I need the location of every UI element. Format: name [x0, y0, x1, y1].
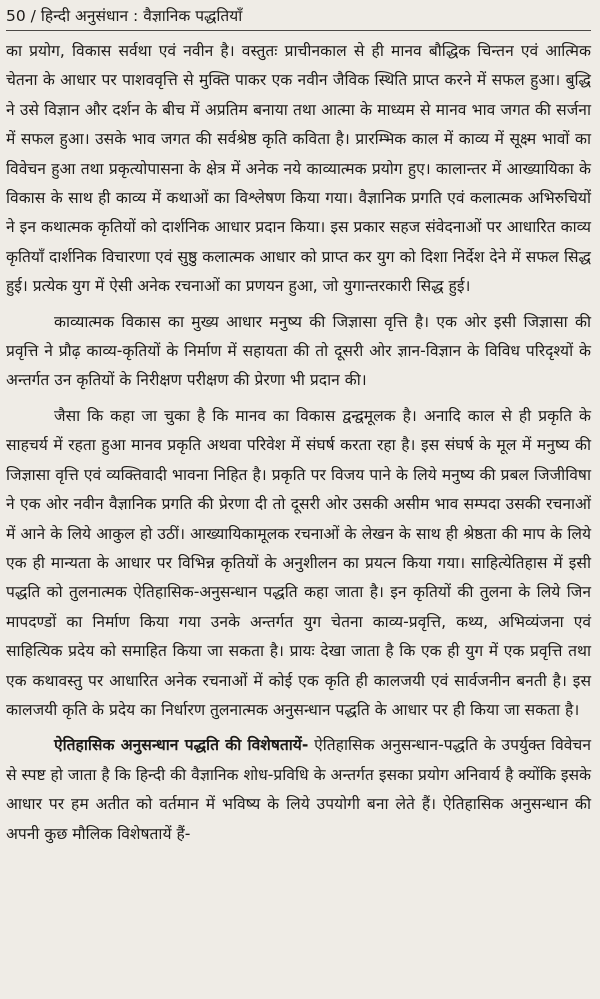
paragraph-3: जैसा कि कहा जा चुका है कि मानव का विकास द्वन्द्वमूलक है। अनादि काल से ही प्रकृति के साहचर्य में रहता हुआ मानव प्रकृति अथवा परिवेश में संघर्ष करता रहा है। इस संघर्ष के मूल में मनुष्य की जिज्ञासा वृत्ति एवं व्यक्तिवादी भावना निहित है। प्रकृति पर विजय पाने के लिये मनुष्य की प्रबल जिजीविषा ने एक ओर नवीन वैज्ञानिक प्रगति की प्रेरणा दी तो दूसरी ओर उसकी असीम भाव सम्पदा उसकी रचनाओं में आने के लिये आकुल हो उठीं। आख्यायिकामूलक रचनाओं के लेखन के साथ ही श्रेष्ठता की माप के लिये एक ही मान्यता के आधार पर विभिन्न कृतियों के अनुशीलन का प्रयत्न किया गया। साहित्येतिहास में इसी पद्धति को तुलनात्मक ऐतिहासिक-अनुसन्धान पद्धति कहा जाता है। इन कृतियों की तुलना के लिये जिन मापदण्डों का निर्माण किया गया उनके अन्तर्गत युग चेतना काव्य-प्रवृत्ति, कथ्य, अभिव्यंजना एवं साहित्यिक प्रदेय को समाहित किया जा सकता है। प्रायः देखा जाता है कि एक ही युग में एक प्रवृत्ति तथा एक कथावस्तु पर आधारित अनेक रचनाओं में कोई एक कृति ही कालजयी एवं सार्वजनीन बनती है। इस कालजयी कृति के प्रदेय का निर्धारण तुलनात्मक अनुसन्धान पद्धति के आधार पर ही किया जा सकता है। — [6, 406, 591, 719]
running-title: हिन्दी अनुसंधान : वैज्ञानिक पद्धतियाँ — [40, 7, 243, 25]
paragraph-1: का प्रयोग, विकास सर्वथा एवं नवीन है। वस्तुतः प्राचीनकाल से ही मानव बौद्धिक चिन्तन एवं आत्मिक चेतना के आधार पर पाशववृत्ति से मुक्ति पाकर एक नवीन जैविक स्थिति प्राप्त करने में सफल हुआ। बुद्धि ने उसे विज्ञान और दर्शन के बीच में अप्रतिम बनाया तथा आत्मा के माध्यम से मानव भाव जगत की सर्जना में सफल हुआ। उसके भाव जगत की सर्वश्रेष्ठ कृति कविता है। प्रारम्भिक काल में काव्य में सूक्ष्म भावों का विवेचन हुआ तथा प्रकृत्योपासना के क्षेत्र में अनेक नये काव्यात्मक प्रयोग हुए। कालान्तर में आख्यायिका के विकास के साथ ही काव्य में कथाओं का विश्लेषण किया गया। वैज्ञानिक प्रगति एवं कलात्मक अभिरुचियों ने इन कथात्मक कृतियों को दार्शनिक आधार प्रदान किया। इस प्रकार सहज संवेदनाओं पर आधारित काव्य कृतियाँ दार्शनिक विचारणा एवं सुष्ठु कलात्मक आधार को प्राप्त कर युग को दिशा निर्देश देने में सफल सिद्ध हुई। प्रत्येक युग में ऐसी अनेक रचनाओं का प्रणयन हुआ, जो युगान्तरकारी सिद्ध हुई। — [6, 42, 591, 296]
paragraph-4 — [6, 731, 591, 849]
running-header — [6, 4, 591, 31]
paragraph-4-body: ऐतिहासिक अनुसन्धान-पद्धति के उपर्युक्त विवेचन से स्पष्ट हो जाता है कि हिन्दी की वैज्ञानिक शोध-प्रविधि के अन्तर्गत इसका प्रयोग अनिवार्य है क्योंकि इसके आधार पर हम अतीत को वर्तमान में भविष्य के लिये उपयोगी बना लेते हैं। ऐतिहासिक अनुसन्धान की अपनी कुछ मौलिक विशेषतायें हैं- — [6, 736, 591, 843]
page-number: 50 — [6, 7, 26, 25]
section-heading: ऐतिहासिक अनुसन्धान पद्धति की विशेषतायें- — [54, 736, 309, 755]
header-separator: / — [30, 7, 36, 25]
paragraph-2: काव्यात्मक विकास का मुख्य आधार मनुष्य की जिज्ञासा वृत्ति है। एक ओर इसी जिज्ञासा की प्रवृत्ति ने प्रौढ़ काव्य-कृतियों के निर्माण में सहायता की तो दूसरी ओर ज्ञान-विज्ञान के विविध परिदृश्यों के अन्तर्गत उन कृतियों के निरीक्षण परीक्षण की प्रेरणा भी प्रदान की। — [6, 312, 591, 390]
